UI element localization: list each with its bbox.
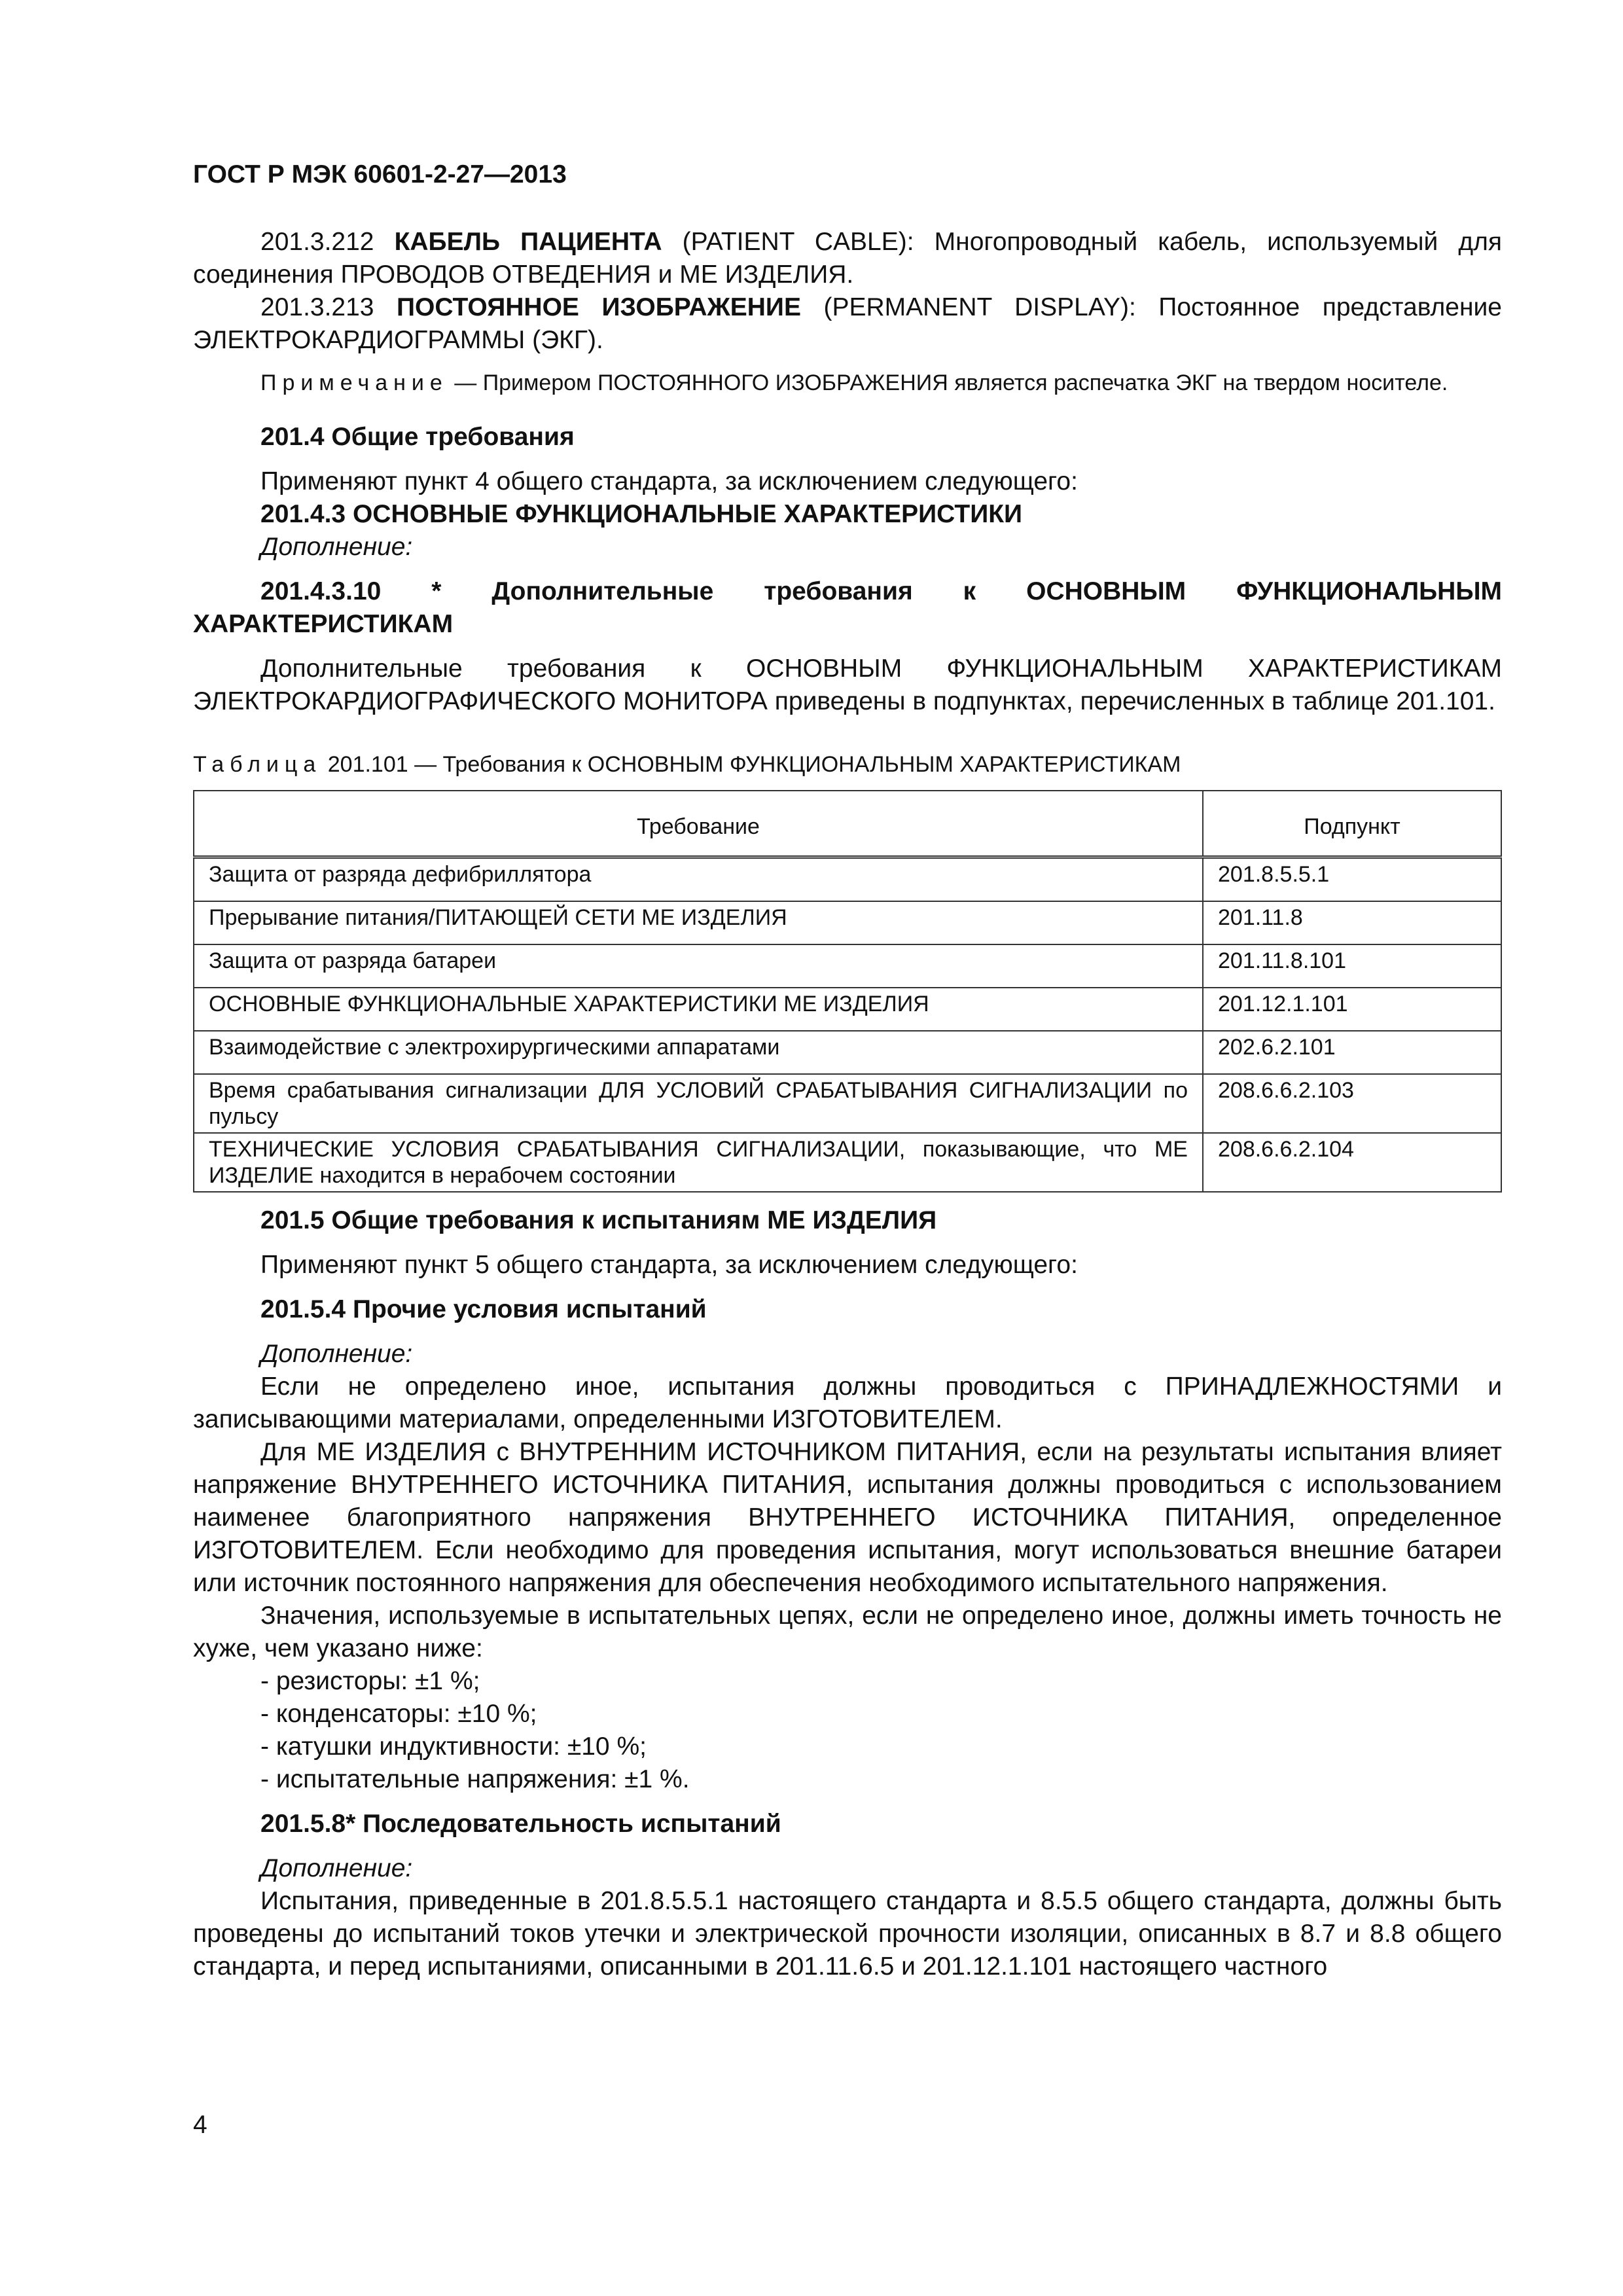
- table-header-row: [194, 791, 1501, 857]
- table-cell-subclause: 202.6.2.101: [1203, 1031, 1501, 1074]
- table-cell-requirement: ОСНОВНЫЕ ФУНКЦИОНАЛЬНЫЕ ХАРАКТЕРИСТИКИ МЕ ИЗДЕЛИЯ: [194, 988, 1203, 1031]
- table-row: [194, 1031, 1501, 1074]
- paragraph-201-4-3-10: Дополнительные требования к ОСНОВНЫМ ФУНКЦИОНАЛЬНЫМ ХАРАКТЕРИСТИКАМ ЭЛЕКТРОКАРДИОГРАФИЧЕСКОГО МОНИТОРА приведены в подпунктах, перечисленных в таблице 201.101.: [193, 655, 1502, 715]
- definition-term: ПОСТОЯННОЕ ИЗОБРАЖЕНИЕ: [397, 293, 801, 321]
- definition-text: (PATIENT CABLE): Многопроводный кабель, используемый для соединения ПРОВОДОВ ОТВЕДЕНИЯ и МЕ ИЗДЕЛИЯ.: [193, 228, 1502, 289]
- table-cell-subclause: 208.6.6.2.103: [1203, 1074, 1501, 1133]
- paragraph-internal-power: Для МЕ ИЗДЕЛИЯ с ВНУТРЕННИМ ИСТОЧНИКОМ ПИТАНИЯ, если на результаты испытания влияет напряжение ВНУТРЕННЕГО ИСТОЧНИКА ПИТАНИЯ, испытания должны проводиться с использованием наименее благоприятного напряжения ВНУТРЕННЕГО ИСТОЧНИКА ПИТАНИЯ, определенное ИЗГОТОВИТЕЛЕМ. Если необходимо для проведения испытания, могут использоваться внешние батареи или источник постоянного напряжения для обеспечения необходимого испытательного напряжения.: [193, 1438, 1502, 1597]
- requirements-table: [193, 790, 1502, 1193]
- definition-text: (PERMANENT DISPLAY): Постоянное представление ЭЛЕКТРОКАРДИОГРАММЫ (ЭКГ).: [193, 293, 1502, 354]
- standard-header: ГОСТ Р МЭК 60601-2-27—2013: [193, 160, 567, 188]
- paragraph-accessories: Если не определено иное, испытания должны проводиться с ПРИНАДЛЕЖНОСТЯМИ и записывающими материалами, определенными ИЗГОТОВИТЕЛЕМ.: [193, 1372, 1502, 1433]
- table-row: [194, 901, 1501, 944]
- subsection-heading-201-4-3: 201.4.3 ОСНОВНЫЕ ФУНКЦИОНАЛЬНЫЕ ХАРАКТЕРИСТИКИ: [260, 500, 1023, 528]
- list-item: - резисторы: ±1 %;: [260, 1667, 480, 1695]
- table-caption-label: Таблица: [193, 752, 322, 777]
- list-item: - испытательные напряжения: ±1 %.: [260, 1765, 690, 1793]
- table-header-subclause: Подпункт: [1203, 791, 1501, 857]
- table-cell-subclause: 201.12.1.101: [1203, 988, 1501, 1031]
- table-header-requirement: Требование: [194, 791, 1203, 857]
- definition-201-3-213: [193, 291, 1502, 357]
- subsection-heading-201-4-3-10: 201.4.3.10 * Дополнительные требования к ОСНОВНЫМ ФУНКЦИОНАЛЬНЫМ ХАРАКТЕРИСТИКАМ: [193, 577, 1502, 638]
- table-row: [194, 857, 1501, 902]
- section-heading-201-5: 201.5 Общие требования к испытаниям МЕ ИЗДЕЛИЯ: [260, 1206, 937, 1234]
- apply-paragraph-4: Применяют пункт 4 общего стандарта, за исключением следующего:: [260, 467, 1078, 495]
- list-item: - конденсаторы: ±10 %;: [260, 1700, 537, 1728]
- table-cell-requirement: Прерывание питания/ПИТАЮЩЕЙ СЕТИ МЕ ИЗДЕЛИЯ: [194, 901, 1203, 944]
- table-row: [194, 1074, 1501, 1133]
- subsection-heading-201-5-4: 201.5.4 Прочие условия испытаний: [260, 1295, 707, 1323]
- table-cell-requirement: ТЕХНИЧЕСКИЕ УСЛОВИЯ СРАБАТЫВАНИЯ СИГНАЛИЗАЦИИ, показывающие, что МЕ ИЗДЕЛИЕ находится в нерабочем состоянии: [194, 1133, 1203, 1192]
- table-cell-requirement: Взаимодействие с электрохирургическими аппаратами: [194, 1031, 1203, 1074]
- definition-number: 201.3.213: [260, 293, 397, 321]
- table-cell-subclause: 201.11.8: [1203, 901, 1501, 944]
- list-item: - катушки индуктивности: ±10 %;: [260, 1732, 647, 1761]
- note-label: Примечание: [260, 370, 448, 395]
- paragraph-test-sequence: Испытания, приведенные в 201.8.5.5.1 настоящего стандарта и 8.5.5 общего стандарта, должны быть проведены до испытаний токов утечки и электрической прочности изоляции, описанных в 8.7 и 8.8 общего стандарта, и перед испытаниями, описанными в 201.11.6.5 и 201.12.1.101 настоящего частного: [193, 1887, 1502, 1981]
- subsection-heading-201-5-8: 201.5.8* Последовательность испытаний: [260, 1810, 781, 1838]
- table-cell-requirement: Защита от разряда батареи: [194, 944, 1203, 988]
- apply-paragraph-5: Применяют пункт 5 общего стандарта, за исключением следующего:: [260, 1251, 1078, 1279]
- table-cell-subclause: 201.8.5.5.1: [1203, 857, 1501, 902]
- page-number: 4: [193, 2111, 207, 2139]
- table-caption-text: 201.101 — Требования к ОСНОВНЫМ ФУНКЦИОНАЛЬНЫМ ХАРАКТЕРИСТИКАМ: [321, 752, 1181, 777]
- table-row: [194, 1133, 1501, 1192]
- definition-term: КАБЕЛЬ ПАЦИЕНТА: [394, 228, 662, 256]
- addition-label: Дополнение:: [260, 1340, 413, 1368]
- table-caption: [193, 748, 1502, 781]
- addition-label: Дополнение:: [260, 1854, 413, 1882]
- note: [193, 368, 1502, 397]
- definition-201-3-212: [193, 226, 1502, 291]
- table-row: [194, 944, 1501, 988]
- note-text: — Примером ПОСТОЯННОГО ИЗОБРАЖЕНИЯ является распечатка ЭКГ на твердом носителе.: [448, 370, 1448, 395]
- table-cell-subclause: 208.6.6.2.104: [1203, 1133, 1501, 1192]
- section-heading-201-4: 201.4 Общие требования: [260, 423, 575, 451]
- table-row: [194, 988, 1501, 1031]
- table-cell-subclause: 201.11.8.101: [1203, 944, 1501, 988]
- addition-label: Дополнение:: [260, 533, 413, 561]
- paragraph-accuracy: Значения, используемые в испытательных цепях, если не определено иное, должны иметь точность не хуже, чем указано ниже:: [193, 1602, 1502, 1662]
- table-cell-requirement: Защита от разряда дефибриллятора: [194, 857, 1203, 902]
- definition-number: 201.3.212: [260, 228, 395, 256]
- page-content: [193, 226, 1502, 1983]
- table-cell-requirement: Время срабатывания сигнализации ДЛЯ УСЛОВИЙ СРАБАТЫВАНИЯ СИГНАЛИЗАЦИИ по пульсу: [194, 1074, 1203, 1133]
